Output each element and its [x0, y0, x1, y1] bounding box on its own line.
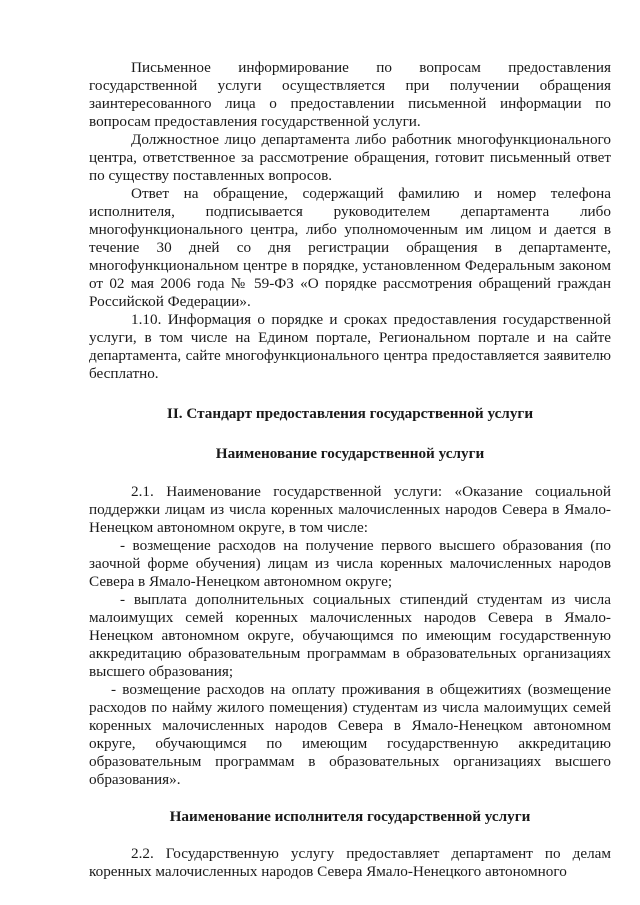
paragraph-response-signing: Ответ на обращение, содержащий фамилию и номер телефона исполнителя, подписывается руководителем департамента либо многофункционального центра, либо уполномоченным им лицом и дается в течение 30 дней со дня регистрации обращения в департаменте, многофункциональном центре в порядке, установленном Федеральным законом от 02 мая 2006 года № 59-ФЗ «О порядке рассмотрения обращений граждан Российской Федерации».: [89, 185, 611, 310]
list-item-dormitory-reimbursement: - возмещение расходов на оплату проживания в общежитиях (возмещение расходов по найму жилого помещения) студентам из числа малоимущих семей коренных малочисленных народов Севера в Ямало-Ненецком автономном округе, обучающимся по имеющим государственную аккредитацию образовательным программам в образовательных организациях высшего образования».: [89, 681, 611, 788]
paragraph-1-10-free-info: 1.10. Информация о порядке и сроках предоставления государственной услуги, в том числе на Едином портале, Региональном портале и на сайте департамента, сайте многофункционального центра предоставляется заявителю бесплатно.: [89, 311, 611, 382]
subheading-service-name: Наименование государственной услуги: [215, 445, 485, 462]
list-item-additional-scholarships: - выплата дополнительных социальных стипендий студентам из числа малоимущих семей коренных малочисленных народов Севера в Ямало-Ненецком автономном округе, обучающимся по имеющим государственную аккредитацию образовательным программам в образовательных организациях высшего образования;: [89, 591, 611, 680]
paragraph-2-1-service-name: 2.1. Наименование государственной услуги: «Оказание социальной поддержки лицам из числа коренных малочисленных народов Севера в Ямало-Ненецком автономном округе, в том числе:: [89, 483, 611, 536]
document-page: [89, 59, 611, 881]
subheading-service-executor: Наименование исполнителя государственной услуги: [169, 808, 531, 825]
paragraph-official-response: Должностное лицо департамента либо работник многофункционального центра, ответственное за рассмотрение обращения, готовит письменный ответ по существу поставленных вопросов.: [89, 131, 611, 184]
paragraph-2-2-executor: 2.2. Государственную услугу предоставляет департамент по делам коренных малочисленных народов Севера Ямало-Ненецкого автономного: [89, 845, 611, 880]
paragraph-written-informing: Письменное информирование по вопросам предоставления государственной услуги осуществляется при получении обращения заинтересованного лица о предоставлении письменной информации по вопросам предоставления государственной услуги.: [89, 59, 611, 130]
list-item-education-reimbursement: - возмещение расходов на получение первого высшего образования (по заочной форме обучения) лицам из числа коренных малочисленных народов Севера в Ямало-Ненецком автономном округе;: [89, 537, 611, 590]
section-heading-standard: II. Стандарт предоставления государственной услуги: [166, 405, 534, 422]
